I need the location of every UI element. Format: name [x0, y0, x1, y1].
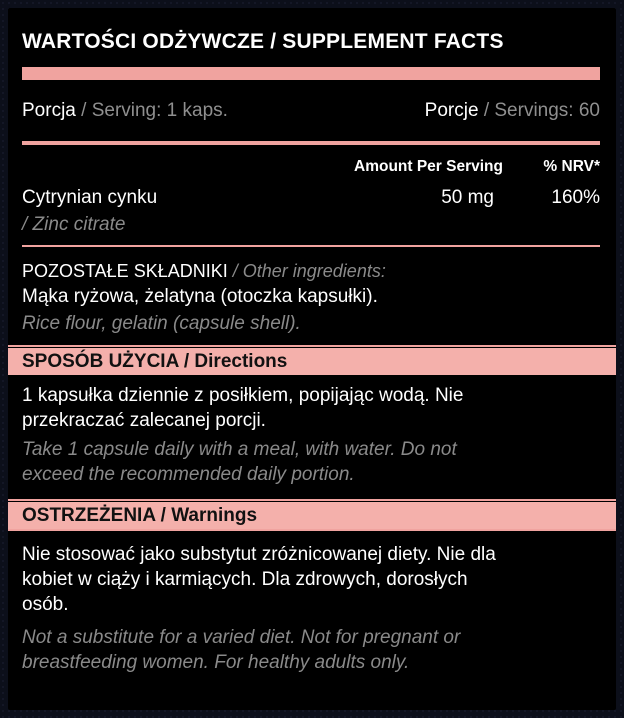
servings-label-pl: Porcje [424, 100, 479, 121]
directions-text-en [22, 437, 602, 487]
amount-column-header: Amount Per Serving [354, 158, 503, 175]
other-ingredients-label-pl: POZOSTAŁE SKŁADNIKI [22, 261, 228, 281]
ingredient-amount: 50 mg [441, 187, 494, 208]
warnings-text-en-line-2: breastfeeding women. For healthy adults only. [22, 652, 410, 673]
serving-label-pl: Porcja [22, 100, 76, 121]
directions-text-en-line-1: Take 1 capsule daily with a meal, with water. Do not [22, 439, 457, 460]
servings-separator: / [483, 100, 490, 121]
warnings-heading: OSTRZEŻENIA / Warnings [8, 502, 616, 529]
directions-text-pl-line-2: przekraczać zalecanej porcji. [22, 410, 266, 431]
nrv-column-header: % NRV* [543, 158, 600, 175]
directions-text-pl-line-1: 1 kapsułka dziennie z posiłkiem, popijając wodą. Nie [22, 385, 464, 406]
directions-heading: SPOSÓB UŻYCIA / Directions [8, 348, 616, 375]
serving-separator: / [81, 100, 87, 121]
warnings-text-pl-line-1: Nie stosować jako substytut zróżnicowanej diety. Nie dla [22, 544, 496, 565]
title-divider-bar [22, 67, 600, 80]
serving-label-en: Serving: 1 kaps. [91, 100, 228, 121]
serving-divider-bar [22, 141, 600, 145]
directions-text-pl [22, 383, 602, 433]
warnings-top-divider [8, 499, 616, 501]
ingredient-nrv: 160% [551, 187, 600, 208]
directions-text-en-line-2: exceed the recommended daily portion. [22, 464, 355, 485]
table-bottom-divider [22, 245, 600, 247]
ingredient-name-pl: Cytrynian cynku [22, 187, 158, 208]
supplement-facts-panel [8, 8, 616, 710]
servings-per-container [425, 100, 600, 122]
directions-top-divider [8, 345, 616, 347]
other-ingredients-pl: Mąka ryżowa, żelatyna (otoczka kapsułki). [22, 286, 378, 307]
warnings-text-pl-line-3: osób. [22, 594, 69, 615]
warnings-text-en [22, 625, 602, 675]
ingredient-name-en: / Zinc citrate [22, 214, 126, 235]
warnings-text-pl-line-2: kobiet w ciąży i karmiących. Dla zdrowych, dorosłych [22, 569, 468, 590]
other-ingredients-label [22, 261, 386, 282]
warnings-bottom-divider [8, 529, 616, 531]
serving-size [22, 100, 228, 122]
facts-title: WARTOŚCI ODŻYWCZE / SUPPLEMENT FACTS [22, 30, 504, 53]
warnings-text-pl [22, 542, 602, 617]
other-ingredients-en: Rice flour, gelatin (capsule shell). [22, 313, 301, 334]
warnings-text-en-line-1: Not a substitute for a varied diet. Not for pregnant or [22, 627, 461, 648]
servings-label-en: Servings: 60 [494, 100, 600, 121]
other-ingredients-label-en: / Other ingredients: [232, 261, 386, 281]
